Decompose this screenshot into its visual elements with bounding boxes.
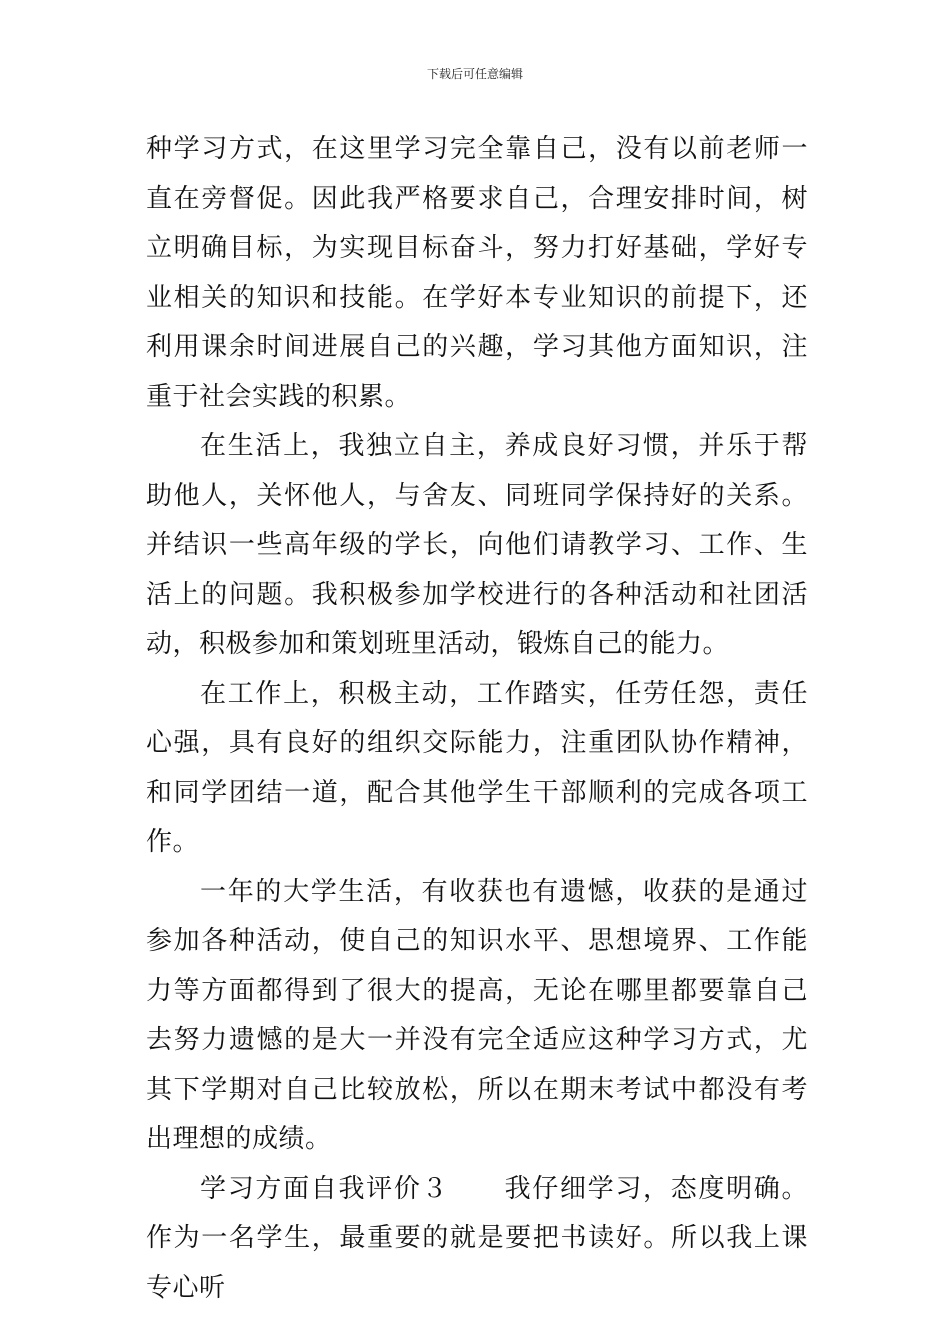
- paragraph-year-summary: 一年的大学生活，有收获也有遗憾，收获的是通过参加各种活动，使自己的知识水平、思想境界、工作能力等方面都得到了很大的提高，无论在哪里都要靠自己去努力遗憾的是大一并没有完全适应这种学习方式，尤其下学期对自己比较放松，所以在期末考试中都没有考出理想的成绩。: [146, 876, 808, 1154]
- page-header: 下载后可任意编辑: [426, 67, 523, 81]
- paragraph-work: 在工作上，积极主动，工作踏实，任劳任怨，责任心强，具有良好的组织交际能力，注重团队协作精神，和同学团结一道，配合其他学生干部顺利的完成各项工作。: [146, 678, 808, 857]
- paragraph-self-evaluation-3: 学习方面自我评价３ 我仔细学习，态度明确。作为一名学生，最重要的就是要把书读好。所以我上课专心听: [146, 1173, 808, 1303]
- paragraph-life: 在生活上，我独立自主，养成良好习惯，并乐于帮助他人，关怀他人，与舍友、同班同学保持好的关系。并结识一些高年级的学长，向他们请教学习、工作、生活上的问题。我积极参加学校进行的各种活动和社团活动，积极参加和策划班里活动，锻炼自己的能力。: [146, 431, 808, 659]
- document-body: [146, 125, 808, 1313]
- paragraph-continued-study: 种学习方式，在这里学习完全靠自己，没有以前老师一直在旁督促。因此我严格要求自己，合理安排时间，树立明确目标，为实现目标奋斗，努力打好基础，学好专业相关的知识和技能。在学好本专业知识的前提下，还利用课余时间进展自己的兴趣，学习其他方面知识，注重于社会实践的积累。: [146, 134, 808, 412]
